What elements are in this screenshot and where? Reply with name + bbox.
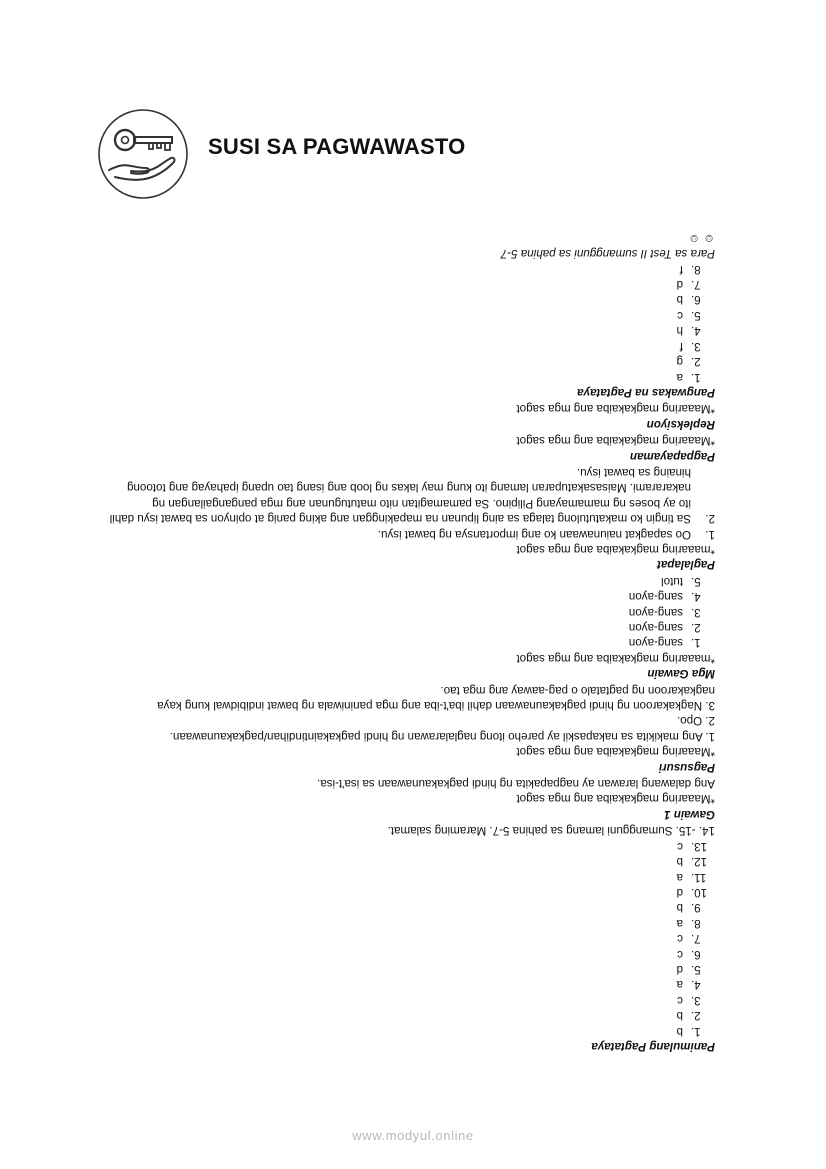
item-number: 7. [691, 278, 701, 292]
answer-item [105, 292, 715, 307]
item-answer: c [677, 932, 683, 946]
answer-item [105, 589, 715, 604]
section-heading: Repleksiyon [646, 417, 715, 431]
answer-item [105, 465, 715, 527]
section-repleksiyon [105, 401, 715, 432]
answer-item [105, 1008, 715, 1023]
section-pagsusuri [105, 682, 715, 774]
item-number: 13. [691, 839, 708, 853]
item-number: 6. [691, 293, 701, 307]
answer-item [105, 369, 715, 384]
item-number: 4. [691, 324, 701, 338]
item-number: 1. [691, 636, 701, 650]
answer-item-14-15: 14. -15. Sumangguni lamang sa pahina 5-7. Maraming salamat. [387, 824, 715, 838]
item-number: 10. [691, 885, 708, 899]
answer-item [105, 1023, 715, 1038]
section-note: *Maaaring magkakaiba ang mga sagot [516, 792, 715, 806]
section-note: *maaaring magkakaiba ang mga sagot [516, 543, 715, 556]
answer-key-rotated [105, 225, 715, 1055]
answer-item [105, 620, 715, 635]
section-note: *Maaaring magkakaiba ang mga sagot [516, 434, 715, 448]
item-answer: h [676, 324, 683, 338]
item-number: 1. [691, 370, 701, 384]
smiley-icons: ☺ ☺ [688, 231, 715, 245]
answer-item [105, 261, 715, 276]
item-number: 5. [691, 962, 701, 976]
item-number: 4. [691, 978, 701, 992]
answer-item [105, 931, 715, 946]
answer-item [105, 604, 715, 619]
answer-item [105, 900, 715, 915]
answer-item [105, 992, 715, 1007]
answer-item [105, 915, 715, 930]
answer-item [105, 946, 715, 961]
answer-line: 3. Nagkakaroon ng hindi pagkakaunawaan dahil iba't-iba ang mga paniniwala ng bawat indibidwal kung kaya nagkakaroon ng pagtatalo o pag-aaway ang mga tao. [157, 683, 715, 713]
item-number: 12. [691, 855, 708, 869]
item-number: 1. [691, 1024, 701, 1038]
item-answer: tutol [661, 574, 683, 588]
item-answer: c [677, 993, 683, 1007]
section-heading: Panimulang Pagtataya [591, 1040, 715, 1053]
section-pagpapayaman [105, 433, 715, 464]
watermark: www.modyul.online [352, 1128, 474, 1143]
item-answer: sang-ayon [628, 590, 683, 604]
answer-item [105, 854, 715, 869]
answer-list [105, 838, 715, 1038]
section-mga-gawain [105, 573, 715, 681]
item-number: 3. [691, 339, 701, 353]
item-number: 6. [691, 947, 701, 961]
item-number: 8. [691, 916, 701, 930]
answer-line: 2. Opo. [676, 714, 715, 728]
item-answer: f [679, 262, 683, 276]
item-answer: g [676, 355, 683, 369]
answer-item [105, 635, 715, 650]
item-answer: c [677, 947, 683, 961]
answer-list [105, 261, 715, 384]
answer-item [105, 885, 715, 900]
answer-item [105, 526, 715, 541]
answer-item [105, 277, 715, 292]
section-heading: Mga Gawain [647, 667, 715, 681]
item-number: 11. [691, 870, 707, 884]
answer-list [105, 573, 715, 650]
item-answer: d [676, 278, 683, 292]
item-answer: b [676, 293, 683, 307]
item-answer: a [676, 870, 683, 884]
answer-item [105, 323, 715, 338]
answer-line: 1. Ang makikita sa nakapaskil ay pareho itong naglalarawan ng hindi pagkakaintindihan/pagkakaunawaan. [169, 729, 715, 743]
section-gawain-1 [105, 776, 715, 822]
item-answer: b [676, 901, 683, 915]
item-number: 8. [691, 262, 701, 276]
item-answer: sang-ayon [628, 621, 683, 635]
section-pangwakas-na-pagtataya [105, 230, 715, 399]
item-number: 7. [691, 932, 701, 946]
page-title: SUSI SA PAGWAWASTO [208, 134, 466, 159]
section-note: *Maaaring magkakaiba ang mga sagot [516, 745, 715, 759]
item-text: Sa tingin ko makatutulong talaga sa aing lipunan na mapakinggan ang aking panig at opinyon sa bawat isyu dahil ito ay boses ng mamamayang Pilipino. Sa pamamagitan nito matutugunan ang mga pangangailangan ng nakararami. Maisasakatuparan lamang ito kung may lakas ng loob ang isang tao upang ipahayag ang totoong hinaing sa bawat isyu. [109, 465, 691, 526]
item-answer: a [676, 370, 683, 384]
item-answer: a [676, 978, 683, 992]
section-heading: Pangwakas na Pagtataya [577, 385, 715, 399]
item-number: 2. [705, 512, 715, 526]
section-paglalapat [105, 465, 715, 573]
item-number: 2. [691, 355, 701, 369]
item-answer: c [677, 839, 683, 853]
item-number: 2. [691, 1009, 701, 1023]
item-answer: f [679, 339, 683, 353]
section-heading: Paglalapat [657, 558, 715, 572]
answer-text: Ang dalawang larawan ay nagpapakita ng hindi pagkakaunawaan sa isa't-isa. [317, 777, 715, 791]
item-answer: d [676, 885, 683, 899]
item-answer: sang-ayon [628, 636, 683, 650]
item-number: 5. [691, 574, 701, 588]
item-answer: b [676, 1024, 683, 1038]
item-number: 5. [691, 308, 701, 322]
item-answer: d [676, 962, 683, 976]
section-heading: Gawain 1 [664, 807, 715, 821]
key-in-hand-icon [97, 108, 189, 200]
answer-item [105, 573, 715, 588]
item-text: Oo sapagkat naiunawaan ko ang importansya ng bawat isyu. [377, 527, 691, 541]
section-heading: Pagpapayaman [629, 449, 715, 463]
item-number: 3. [691, 605, 701, 619]
item-number: 3. [691, 993, 701, 1007]
section-panimulang-pagtataya [105, 823, 715, 1054]
item-answer: b [676, 855, 683, 869]
test2-note: Para sa Test II sumangguni sa pahina 5-7 [500, 247, 715, 261]
section-heading: Pagsusuri [658, 760, 715, 774]
item-number: 4. [691, 590, 701, 604]
section-note: *Maaaring magkakaiba ang mga sagot [516, 402, 715, 416]
answer-item [105, 869, 715, 884]
answer-item [105, 977, 715, 992]
item-number: 2. [691, 621, 701, 635]
item-number: 1. [705, 527, 715, 541]
answer-item [105, 838, 715, 853]
answer-item [105, 962, 715, 977]
item-number: 9. [691, 901, 701, 915]
answer-item [105, 338, 715, 353]
answer-item [105, 308, 715, 323]
item-answer: c [677, 308, 683, 322]
item-answer: sang-ayon [628, 605, 683, 619]
item-answer: a [676, 916, 683, 930]
item-answer: b [676, 1009, 683, 1023]
section-note: *maaaring magkakaiba ang mga sagot [516, 651, 715, 665]
answer-item [105, 354, 715, 369]
